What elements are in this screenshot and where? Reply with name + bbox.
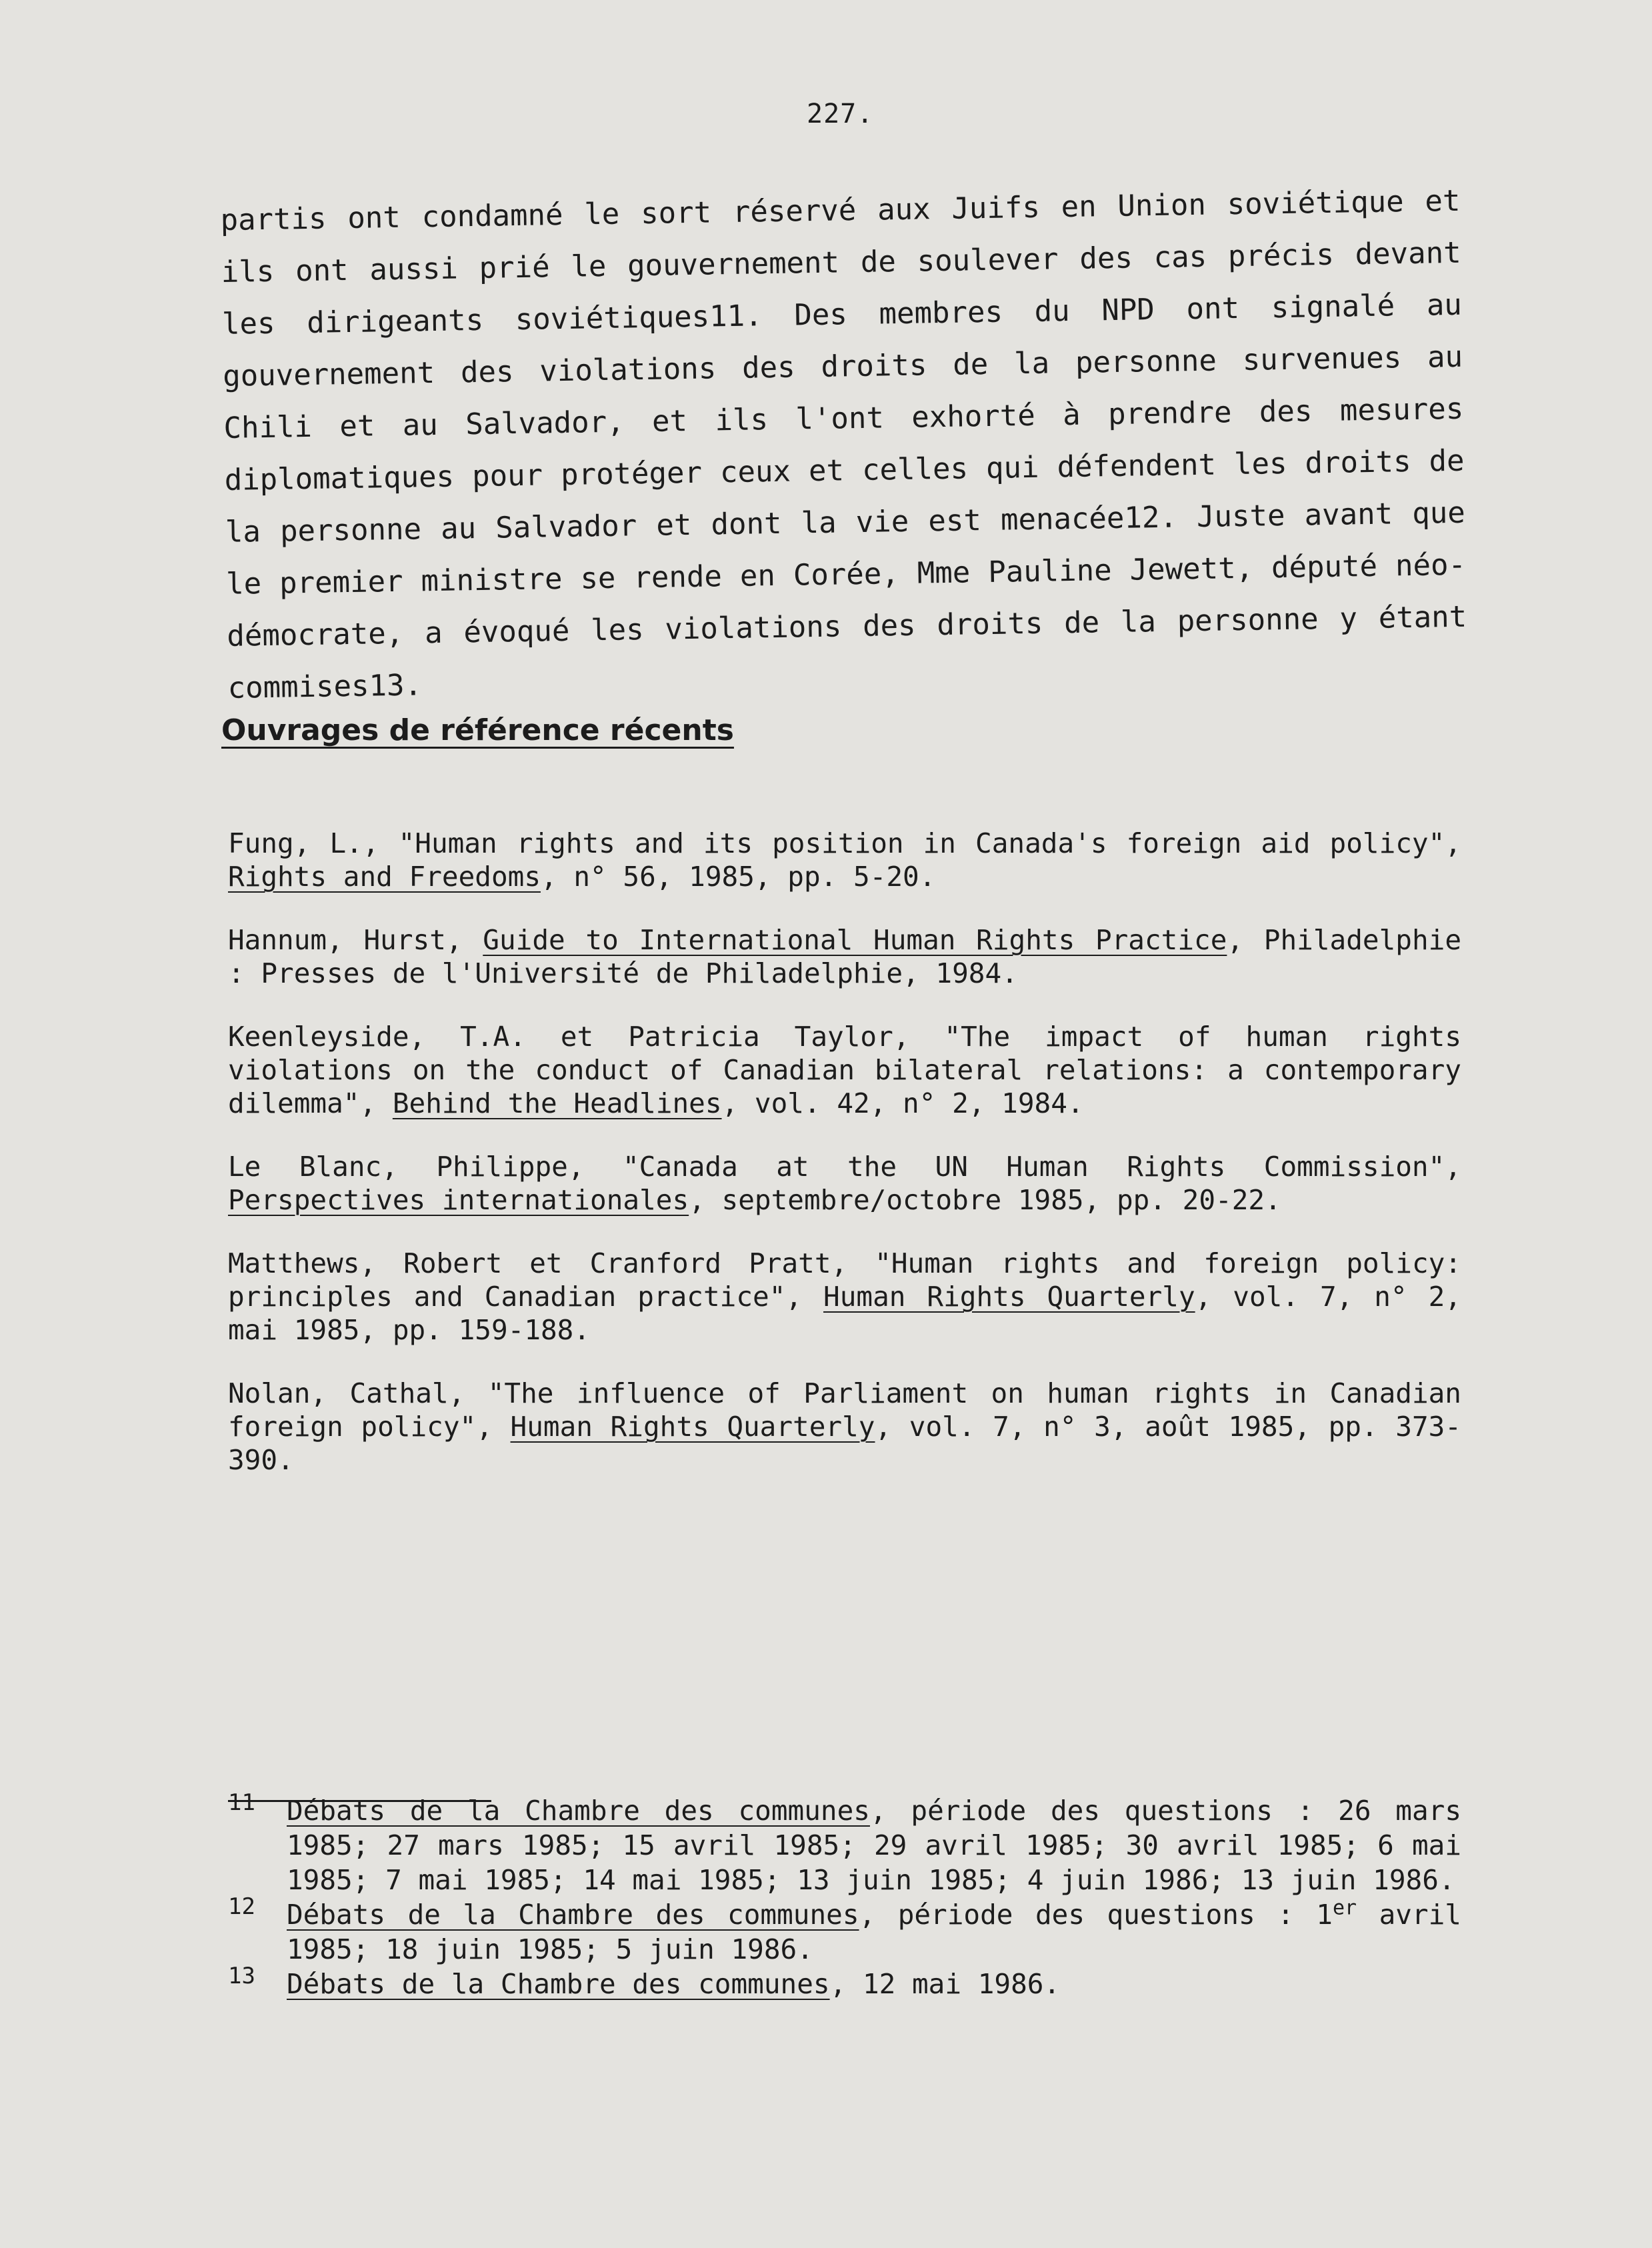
reference-text: , vol. 7, n° 2, mai 1985, pp. 159-188. xyxy=(228,1281,1461,1346)
reference-item xyxy=(228,923,1461,990)
reference-title: Behind the Headlines xyxy=(392,1087,722,1119)
page-number: 227. xyxy=(807,99,874,129)
footnote-body: avril 1985; 18 juin 1985; 5 juin 1986. xyxy=(287,1899,1461,1965)
footnote-number: 13 xyxy=(228,1963,255,1989)
footnote-title: Débats de la Chambre des communes xyxy=(287,1899,859,1931)
reference-text: , n° 56, 1985, pp. 5-20. xyxy=(541,861,936,893)
footnote-number: 12 xyxy=(228,1893,255,1920)
reference-list xyxy=(228,827,1461,1507)
footnote-item xyxy=(228,1893,1461,1967)
reference-item xyxy=(228,827,1461,893)
footnote-superscript: er xyxy=(1332,1896,1357,1920)
reference-text: , Philadelphie : Presses de l'Université de Philadelphie, 1984. xyxy=(228,924,1462,989)
footnote-item xyxy=(228,1963,1461,2001)
footnote-body: , 12 mai 1986. xyxy=(829,1968,1061,2000)
reference-text: Hannum, Hurst, xyxy=(228,924,483,956)
footnote-number: 11 xyxy=(228,1789,255,1816)
footnote-title: Débats de la Chambre des communes xyxy=(287,1795,870,1827)
footnote-text xyxy=(287,1967,1461,2001)
reference-text: Fung, L., "Human rights and its position in Canada's foreign aid policy", xyxy=(228,827,1461,859)
reference-text: , vol. 42, n° 2, 1984. xyxy=(721,1087,1084,1119)
footnotes xyxy=(228,1789,1462,2001)
section-heading: Ouvrages de référence récents xyxy=(221,713,734,747)
footnote-text xyxy=(287,1897,1461,1967)
reference-text: Keenleyside, T.A. et Patricia Taylor, "The impact of human rights violations on the conduct of Canadian bilateral relations: a contemporary dilemma", xyxy=(228,1021,1461,1119)
footnote-body: , période des questions : 1 xyxy=(859,1899,1333,1931)
reference-text: Le Blanc, Philippe, "Canada at the UN Human Rights Commission", xyxy=(228,1151,1461,1183)
reference-text: , vol. 7, n° 3, août 1985, pp. 373-390. xyxy=(228,1411,1461,1476)
reference-text: , septembre/octobre 1985, pp. 20-22. xyxy=(689,1184,1281,1216)
reference-text: Matthews, Robert et Cranford Pratt, "Human rights and foreign policy: principles and Canadian practice", xyxy=(228,1247,1461,1313)
reference-title: Human Rights Quarterly xyxy=(823,1281,1195,1313)
reference-text: Nolan, Cathal, "The influence of Parliament on human rights in Canadian foreign policy", xyxy=(228,1377,1461,1443)
reference-item xyxy=(228,1020,1461,1120)
reference-title: Rights and Freedoms xyxy=(228,861,541,893)
reference-item xyxy=(228,1247,1461,1347)
reference-title: Human Rights Quarterly xyxy=(510,1411,875,1443)
footnote-item xyxy=(228,1789,1462,1897)
reference-title: Guide to International Human Rights Practice xyxy=(483,924,1227,956)
reference-title: Perspectives internationales xyxy=(228,1184,689,1216)
reference-item xyxy=(228,1377,1461,1477)
footnote-body: , période des questions : 26 mars 1985; 27 mars 1985; 15 avril 1985; 29 avril 1985; 30 avril 1985; 6 mai 1985; 7 mai 1985; 14 mai 1985; 13 juin 1985; 4 juin 1986; 13 juin 1986. xyxy=(287,1795,1462,1896)
reference-item xyxy=(228,1150,1461,1217)
body-paragraph: partis ont condamné le sort réservé aux Juifs en Union soviétique et ils ont aussi prié le gouvernement de soulever des cas précis devant les dirigeants soviétiques11. Des membres du NPD ont signalé au gouvernement des violations des droits de la personne survenues au Chili et au Salvador, et ils l'ont exhorté à prendre des mesures diplomatiques pour protéger ceux et celles qui défendent les droits de la personne au Salvador et dont la vie est menacée12. Juste avant que le premier ministre se rende en Corée, Mme Pauline Jewett, député néo-démocrate, a évoqué les violations des droits de la personne y étant commises13. xyxy=(220,183,1467,705)
footnote-text xyxy=(287,1793,1461,1897)
footnote-title: Débats de la Chambre des communes xyxy=(287,1968,830,2000)
